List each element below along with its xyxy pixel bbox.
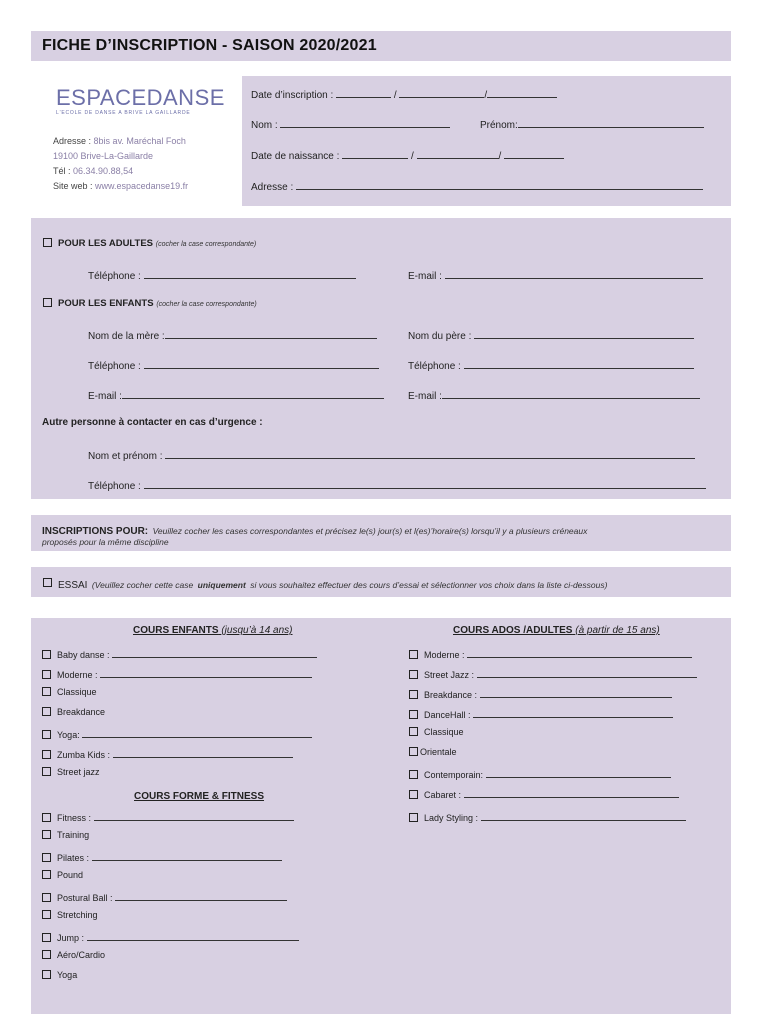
course-item-ados-orientale[interactable]: Orientale — [409, 747, 457, 757]
emergency-nom-field[interactable]: Nom et prénom : — [88, 448, 695, 462]
children-email-field[interactable]: E-mail : — [88, 388, 384, 402]
date-inscription-field[interactable]: Date d’inscription : / / — [251, 87, 557, 101]
address-line-1: Adresse : 8bis av. Maréchal Foch — [53, 136, 186, 146]
cours-ados-title: COURS ADOS /ADULTES (à partir de 15 ans) — [453, 625, 660, 636]
inscriptions-line-1: INSCRIPTIONS POUR: Veuillez cocher les cases correspondantes et précisez le(s) jour(s) et l(es)’horaire(s) lorsqu’il y a plusieurs créneaux — [42, 526, 588, 537]
prenom-field[interactable]: Prénom: — [480, 117, 704, 131]
children-option[interactable]: POUR LES ENFANTS (cocher la case correspondante) — [43, 298, 257, 309]
course-item-enfants-street-jazz[interactable]: Street jazz — [42, 767, 100, 777]
espacedanse-logo: ESPACEDANSE — [56, 85, 225, 110]
course-item-enfants-breakdance[interactable]: Breakdance — [42, 707, 105, 717]
course-item-enfants-zumba-kids[interactable]: Zumba Kids : — [42, 747, 293, 760]
children-telephone2-field[interactable]: Téléphone : — [408, 358, 694, 372]
page-title: FICHE D’INSCRIPTION - SAISON 2020/2021 — [42, 37, 377, 54]
course-item-fitness-yoga[interactable]: Yoga — [42, 970, 77, 980]
course-item-ados-lady-styling[interactable]: Lady Styling : — [409, 810, 686, 823]
essai-checkbox[interactable] — [43, 578, 52, 587]
emergency-heading: Autre personne à contacter en cas d’urgence : — [42, 417, 263, 428]
address-tel: Tél : 06.34.90.88,54 — [53, 166, 134, 176]
adults-option[interactable]: POUR LES ADULTES (cocher la case correspondante) — [43, 238, 256, 249]
course-item-enfants-yoga[interactable]: Yoga: — [42, 727, 312, 740]
course-item-fitness-aero-cardio[interactable]: Aéro/Cardio — [42, 950, 105, 960]
course-item-ados-classique[interactable]: Classique — [409, 727, 464, 737]
course-item-fitness-fitness[interactable]: Fitness : — [42, 810, 294, 823]
course-item-fitness-training[interactable]: Training — [42, 830, 89, 840]
adults-checkbox[interactable] — [43, 238, 52, 247]
course-item-ados-dancehall[interactable]: DanceHall : — [409, 707, 673, 720]
course-item-enfants-baby-danse[interactable]: Baby danse : — [42, 647, 317, 660]
cours-enfants-title: COURS ENFANTS (jusqu’à 14 ans) — [133, 625, 293, 636]
essai-option[interactable]: ESSAI (Veuillez cocher cette case uniquement si vous souhaitez effectuer des cours d’essai et sélectionner vos choix dans la liste ci-dessous) — [43, 575, 607, 593]
course-item-fitness-pilates[interactable]: Pilates : — [42, 850, 282, 863]
address-website: Site web : www.espacedanse19.fr — [53, 181, 189, 191]
nom-pere-field[interactable]: Nom du père : — [408, 328, 694, 342]
nom-field[interactable]: Nom : — [251, 117, 450, 131]
course-item-ados-moderne[interactable]: Moderne : — [409, 647, 692, 660]
emergency-telephone-field[interactable]: Téléphone : — [88, 478, 706, 492]
adults-telephone-field[interactable]: Téléphone : — [88, 268, 356, 282]
adults-email-field[interactable]: E-mail : — [408, 268, 703, 282]
course-item-ados-street-jazz[interactable]: Street Jazz : — [409, 667, 697, 680]
children-email2-field[interactable]: E-mail : — [408, 388, 700, 402]
nom-mere-field[interactable]: Nom de la mère : — [88, 328, 377, 342]
inscriptions-line-2: proposés pour la même discipline — [42, 537, 169, 547]
course-item-enfants-classique[interactable]: Classique — [42, 687, 97, 697]
course-item-fitness-pound[interactable]: Pound — [42, 870, 83, 880]
address-line-2: 19100 Brive-La-Gaillarde — [53, 151, 154, 161]
course-item-fitness-postural-ball[interactable]: Postural Ball : — [42, 890, 287, 903]
course-item-fitness-jump[interactable]: Jump : — [42, 930, 299, 943]
date-naissance-field[interactable]: Date de naissance : / / — [251, 148, 564, 162]
course-item-ados-breakdance[interactable]: Breakdance : — [409, 687, 672, 700]
logo-tagline: L'ECOLE DE DANSE A BRIVE LA GAILLARDE — [56, 110, 191, 116]
course-item-ados-cabaret[interactable]: Cabaret : — [409, 787, 679, 800]
children-checkbox[interactable] — [43, 298, 52, 307]
adresse-field[interactable]: Adresse : — [251, 179, 703, 193]
course-item-fitness-stretching[interactable]: Stretching — [42, 910, 98, 920]
course-item-ados-contemporain[interactable]: Contemporain: — [409, 767, 671, 780]
cours-fitness-title: COURS FORME & FITNESS — [134, 791, 265, 802]
course-item-enfants-moderne[interactable]: Moderne : — [42, 667, 312, 680]
children-telephone-field[interactable]: Téléphone : — [88, 358, 379, 372]
